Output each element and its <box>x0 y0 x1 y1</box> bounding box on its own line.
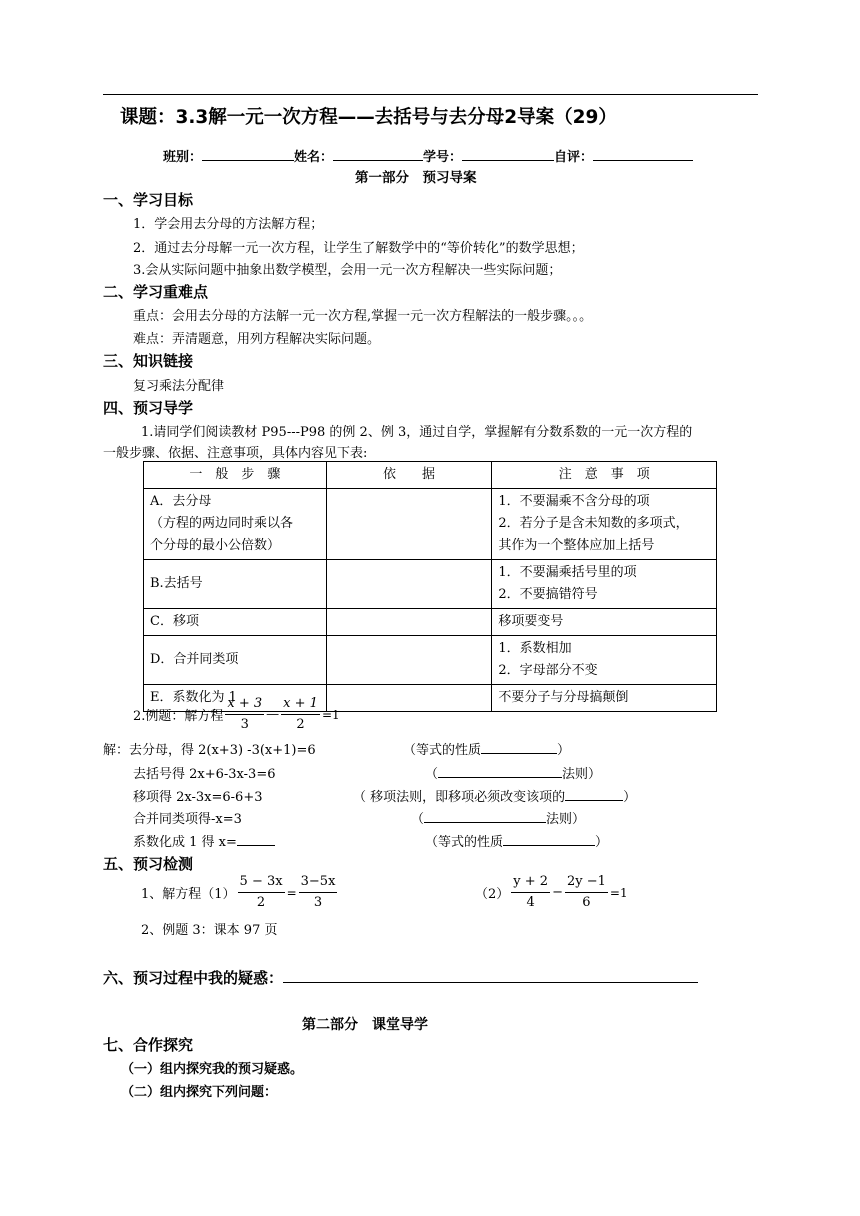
difficult-point: 难点：弄清题意，用列方程解决实际问题。 <box>133 332 381 347</box>
solution-step: 去括号得 2x+6-3x-3=6 <box>133 767 276 782</box>
exercise-label: （2） <box>475 887 510 902</box>
exercise-label: 1、解方程（1） <box>141 887 236 902</box>
blank-field[interactable] <box>503 833 595 846</box>
solution-reason <box>425 831 608 850</box>
note-text: 2．字母部分不变 <box>498 663 598 678</box>
eval-label: 自评： <box>554 150 594 165</box>
numerator: 3−5x <box>299 872 338 893</box>
note-text: 1．不要漏乘括号里的项 <box>498 565 637 580</box>
class-label: 班别： <box>163 150 203 165</box>
notes-cell <box>492 636 717 685</box>
key-point: 重点：会用去分母的方法解一元一次方程,掌握一元一次方程解法的一般步骤。。。 <box>133 309 593 324</box>
reason-end: ） <box>557 743 571 758</box>
basis-cell[interactable] <box>326 636 492 685</box>
part2-title: 第二部分 课堂导学 <box>302 1017 428 1033</box>
denominator: 3 <box>240 717 249 732</box>
doubts-label: 六、预习过程中我的疑惑： <box>103 969 284 987</box>
note-text: 2．若分子是含未知数的多项式， <box>498 516 689 531</box>
notes-cell <box>492 560 717 609</box>
step-text: （方程的两边同时乘以各 <box>150 516 294 531</box>
notes-cell: 移项要变号 <box>492 609 717 636</box>
note-text: 其作为一个整体应加上括号 <box>498 538 655 553</box>
table-row <box>144 636 717 685</box>
fraction <box>238 872 285 913</box>
table-row <box>144 560 717 609</box>
section7-heading: 七、合作探究 <box>103 1036 194 1054</box>
name-field[interactable] <box>333 148 423 161</box>
exercise-3: 2、例题 3：课本 97 页 <box>141 923 278 938</box>
blank-field[interactable] <box>481 741 557 754</box>
solution-step <box>133 831 275 850</box>
reason-text: （等式的性质 <box>403 743 482 758</box>
denominator: 4 <box>526 895 535 910</box>
table-header: 一 般 步 骤 <box>144 462 327 489</box>
notes-cell: 不要分子与分母搞颠倒 <box>492 685 717 712</box>
answer-blank[interactable] <box>237 833 275 846</box>
goal-item: 3.会从实际问题中抽象出数学模型，会用一元一次方程解决一些实际问题； <box>133 263 562 278</box>
eval-field[interactable] <box>593 148 693 161</box>
equation-rhs: =1 <box>609 885 628 900</box>
solution-step: 解：去分母，得 2(x+3) -3(x+1)=6 <box>103 743 316 758</box>
example-equation <box>133 694 340 735</box>
reason-end: ） <box>623 790 637 805</box>
fraction <box>565 872 608 913</box>
solution-reason <box>403 739 570 758</box>
equation-rhs: =1 <box>321 707 340 722</box>
reason-text: （等式的性质 <box>425 835 504 850</box>
fraction <box>225 694 264 735</box>
blank-field[interactable] <box>565 788 623 801</box>
steps-table <box>143 461 717 712</box>
denominator: 2 <box>256 895 266 910</box>
step-cell: C．移项 <box>144 609 327 636</box>
step-cell: E．系数化为 1 <box>144 685 327 712</box>
class-field[interactable] <box>202 148 294 161</box>
example-label: 2.例题：解方程 <box>133 709 224 724</box>
discussion-item: （一）组内探究我的预习疑惑。 <box>121 1062 304 1077</box>
denominator: 2 <box>296 717 305 732</box>
section6-heading <box>103 967 698 988</box>
solution-step: 合并同类项得-x=3 <box>133 812 242 827</box>
basis-cell[interactable] <box>326 609 492 636</box>
exercise-1 <box>141 872 339 913</box>
note-text: 1．不要漏乘不含分母的项 <box>498 494 650 509</box>
blank-field[interactable] <box>424 810 546 823</box>
page-title: 课题：3.3解一元一次方程——去括号与去分母2导案（29） <box>120 107 617 128</box>
id-label: 学号： <box>423 150 463 165</box>
doubts-field[interactable] <box>283 968 698 983</box>
notes-cell <box>492 489 717 560</box>
reason-end: ） <box>595 835 609 850</box>
step-cell: D．合并同类项 <box>144 636 327 685</box>
table-header: 注 意 事 项 <box>492 462 717 489</box>
denominator: 3 <box>313 895 323 910</box>
solution-reason <box>353 786 636 805</box>
section5-heading: 五、预习检测 <box>103 855 194 873</box>
student-info-row <box>163 146 693 165</box>
table-row <box>144 489 717 560</box>
basis-cell[interactable] <box>326 489 492 560</box>
numerator: 2y −1 <box>565 872 608 893</box>
reason-text: （ 移项法则，即移项必须改变该项的 <box>353 790 566 805</box>
reason-end: 法则） <box>562 767 602 782</box>
fraction <box>511 872 550 913</box>
basis-cell[interactable] <box>326 560 492 609</box>
section3-heading: 三、知识链接 <box>103 352 194 370</box>
minus-sign: − <box>552 885 563 900</box>
equals-sign: = <box>286 885 297 900</box>
table-header: 依 据 <box>326 462 492 489</box>
solution-reason <box>411 808 585 827</box>
step-text: 系数化成 1 得 x= <box>133 835 237 850</box>
reason-text: （ <box>411 812 425 827</box>
section1-heading: 一、学习目标 <box>103 191 194 209</box>
basis-cell[interactable] <box>326 685 492 712</box>
section2-heading: 二、学习重难点 <box>103 283 209 301</box>
note-text: 2．不要搞错符号 <box>498 587 598 602</box>
name-label: 姓名： <box>294 150 334 165</box>
fraction <box>281 694 320 735</box>
goal-item: 1．学会用去分母的方法解方程； <box>133 217 324 232</box>
exercise-2 <box>475 872 628 913</box>
reason-text: （ <box>425 767 439 782</box>
numerator: x + 1 <box>281 694 320 715</box>
step-cell: B.去括号 <box>144 560 327 609</box>
numerator: y + 2 <box>511 872 550 893</box>
reason-end: 法则） <box>546 812 586 827</box>
solution-reason <box>425 763 601 782</box>
solution-step: 移项得 2x-3x=6-6+3 <box>133 790 263 805</box>
step-text: A．去分母 <box>150 494 212 509</box>
part1-title: 第一部分 预习导案 <box>355 170 477 186</box>
section4-heading: 四、预习导学 <box>103 399 194 417</box>
note-text: 1．系数相加 <box>498 641 572 656</box>
minus-sign: — <box>266 707 280 722</box>
knowledge-link-text: 复习乘法分配律 <box>133 379 225 394</box>
table-row <box>144 609 717 636</box>
table-header-row <box>144 462 717 489</box>
discussion-item: （二）组内探究下列问题： <box>121 1085 278 1100</box>
goal-item: 2．通过去分母解一元一次方程，让学生了解数学中的“等价转化”的数学思想； <box>133 241 584 256</box>
step-cell <box>144 489 327 560</box>
numerator: 5 − 3x <box>238 872 285 893</box>
intro-line: 一般步骤、依据、注意事项，具体内容见下表: <box>103 446 368 461</box>
denominator: 6 <box>582 895 591 910</box>
step-text: 个分母的最小公倍数） <box>150 538 281 553</box>
fraction <box>299 872 338 913</box>
numerator: x + 3 <box>225 694 264 715</box>
blank-field[interactable] <box>438 765 562 778</box>
intro-line: 1.请同学们阅读教材 P95---P98 的例 2、例 3，通过自学，掌握解有分数系数的一元一次方程的 <box>141 425 693 440</box>
top-rule <box>103 94 758 95</box>
id-field[interactable] <box>462 148 554 161</box>
